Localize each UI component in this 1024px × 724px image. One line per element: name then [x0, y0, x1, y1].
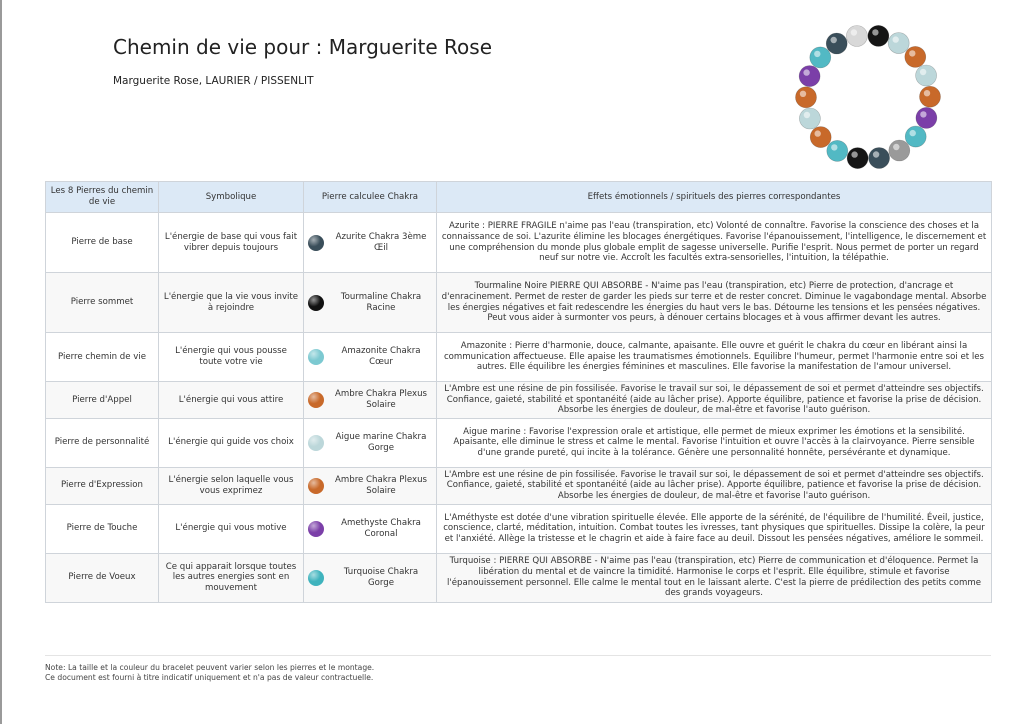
- stones-table: [45, 181, 992, 603]
- bead-highlight: [893, 144, 899, 150]
- header-effects: Effets émotionnels / spirituels des pierres correspondantes: [437, 182, 992, 213]
- stone-calc-cell: [304, 553, 437, 602]
- stone-calc: Tourmaline Chakra Racine: [340, 291, 422, 313]
- header-symbol: Symbolique: [159, 182, 304, 213]
- bead-highlight: [851, 151, 857, 157]
- azurite-icon: [308, 235, 324, 251]
- stone-calc-cell: [304, 504, 437, 553]
- stone-effects: Amazonite : Pierre d'harmonie, douce, calmante, apaisante. Elle ouvre et guérit le chakra du cœur en libérant ainsi la communication affectueuse. Elle apaise les traumatismes émotionnels. Equilibre l'humeur, permet l'harmonie entre soi et les autres. Elle équilibre les énergies féminines et masculines. Elle favorise la manifestation de l'amour universel.: [437, 333, 992, 382]
- stone-calc-cell: [304, 273, 437, 333]
- bead-highlight: [815, 130, 821, 136]
- bead-highlight: [920, 69, 926, 75]
- bead-highlight: [804, 112, 810, 118]
- table-row: [46, 333, 992, 382]
- stone-name: Pierre de base: [46, 213, 159, 273]
- bead-highlight: [910, 130, 916, 136]
- onyx-bead: [868, 25, 889, 46]
- stone-calc-cell: [304, 213, 437, 273]
- amber-icon: [308, 478, 324, 494]
- footer-note: [45, 663, 374, 683]
- table-row: [46, 382, 992, 419]
- footer-note-line-1: Note: La taille et la couleur du bracelet peuvent varier selon les pierres et le montage.: [45, 663, 375, 672]
- bead-highlight: [800, 91, 806, 97]
- howlite-bead: [846, 26, 867, 47]
- table-row: [46, 553, 992, 602]
- bead-highlight: [893, 36, 899, 42]
- page-subtitle: Marguerite Rose, LAURIER / PISSENLIT: [113, 75, 314, 87]
- page-title: Chemin de vie pour : Marguerite Rose: [113, 35, 493, 59]
- stone-effects: Aigue marine : Favorise l'expression orale et artistique, elle permet de mieux exprimer les émotions et la sensibilité. Apaisante, elle diminue le stress et calme le mental. Favorise l'intuition et ouvre l'accès à la clairvoyance. Pierre sensible d'une grande pureté, qui incite à la tolérance. Génère une personnalité honnête, persévérante et dynamique.: [437, 418, 992, 467]
- stone-name: Pierre d'Appel: [46, 382, 159, 419]
- stone-name: Pierre de Touche: [46, 504, 159, 553]
- stone-symbol: L'énergie de base qui vous fait vibrer depuis toujours: [159, 213, 304, 273]
- stone-effects: Tourmaline Noire PIERRE QUI ABSORBE - N'aime pas l'eau (transpiration, etc) Pierre de protection, d'ancrage et d'enracinement. Permet de rester de garder les pieds sur terre et de rester concret. Diminue le vagabondage mental. Absorbe les énergies négatives et fait redescendre les énergies du haut vers le bas. Détourne les tensions et les pensées négatives. Peut vous aider à surmonter vos peurs, à dénouer certains blocages et à vous affirmer devant les autres.: [437, 273, 992, 333]
- amethyst-bead: [916, 107, 937, 128]
- turquoise-icon: [308, 570, 324, 586]
- bead-highlight: [803, 69, 809, 75]
- amber-bead: [920, 86, 941, 107]
- stone-calc: Amethyste Chakra Coronal: [341, 517, 421, 539]
- stone-name: Pierre de Voeux: [46, 553, 159, 602]
- table-row: [46, 504, 992, 553]
- bead-highlight: [924, 90, 930, 96]
- stone-symbol: L'énergie qui vous pousse toute votre vie: [159, 333, 304, 382]
- stone-calc: Ambre Chakra Plexus Solaire: [334, 475, 427, 496]
- bead-highlight: [851, 29, 857, 35]
- stone-effects: Turquoise : PIERRE QUI ABSORBE - N'aime pas l'eau (transpiration, etc) Pierre de communication et d'éloquence. Permet la libération du mental et de vaincre la timidité. Harmonise le corps et l'esprit. Elle équilibre, stimule et favorise l'épanouissement personnel. Elle calme le mental tout en le laissant alerte. C'est la pierre de prédilection des petits comme des grands voyageurs.: [437, 553, 992, 602]
- bead-highlight: [831, 37, 837, 43]
- amber-icon: [308, 392, 324, 408]
- header-calc: Pierre calculee Chakra: [304, 182, 437, 213]
- onyx-bead: [847, 148, 868, 169]
- stone-calc-cell: [304, 382, 437, 419]
- table-row: [46, 418, 992, 467]
- stone-name: Pierre sommet: [46, 273, 159, 333]
- stone-name: Pierre de personnalité: [46, 418, 159, 467]
- table-row: [46, 213, 992, 273]
- stone-symbol: Ce qui apparait lorsque toutes les autres energies sont en mouvement: [159, 553, 304, 602]
- stone-effects: L'Améthyste est dotée d'une vibration spirituelle élevée. Elle apporte de la sérénité, de l'équilibre de l'humilité. Éveil, justice, conscience, clarté, méditation, intuition. Combat toutes les ivresses, tant physiques que spirituelles. Dissipe la colère, la peur et l'anxiété. Allège la tristesse et le chagrin et aide à faire face au deuil. Dissout les pensées négatives, améliore le sommeil.: [437, 504, 992, 553]
- turquoise-bead: [905, 126, 926, 147]
- bead-highlight: [831, 144, 837, 150]
- bead-highlight: [920, 111, 926, 117]
- stone-symbol: L'énergie qui vous attire: [159, 382, 304, 419]
- amber-bead: [905, 46, 926, 67]
- stone-symbol: L'énergie qui vous motive: [159, 504, 304, 553]
- stone-symbol: L'énergie qui guide vos choix: [159, 418, 304, 467]
- table-row: [46, 273, 992, 333]
- page-edge: [0, 0, 2, 724]
- stone-calc: Ambre Chakra Plexus Solaire: [334, 389, 427, 410]
- azurite-bead: [826, 33, 847, 54]
- stone-symbol: L'énergie que la vie vous invite à rejoindre: [159, 273, 304, 333]
- stone-name: Pierre d'Expression: [46, 467, 159, 504]
- stone-calc: Amazonite Chakra Cœur: [341, 346, 421, 367]
- stone-effects: L'Ambre est une résine de pin fossilisée. Favorise le travail sur soi, le dépassement de soi et permet d'atteindre ses objectifs. Confiance, gaieté, stabilité et spontanéité (aide au lâcher prise). Apporte équilibre, patience et favorise la prise de décision. Absorbe les énergies de douleur, de mal-être et favorise l'auto guérison.: [437, 382, 992, 419]
- amazonite-icon: [308, 349, 324, 365]
- azurite-bead: [869, 148, 890, 169]
- aquamarine-bead: [799, 108, 820, 129]
- turquoise-bead: [827, 140, 848, 161]
- stone-symbol: L'énergie selon laquelle vous vous exprimez: [159, 467, 304, 504]
- aquamarine-bead: [916, 65, 937, 86]
- amethyst-bead: [799, 66, 820, 87]
- table-header-row: [46, 182, 992, 213]
- bead-highlight: [872, 29, 878, 35]
- stone-calc: Turquoise Chakra Gorge: [343, 566, 419, 588]
- turquoise-bead: [810, 47, 831, 68]
- tourmaline-icon: [308, 295, 324, 311]
- stone-effects: Azurite : PIERRE FRAGILE n'aime pas l'eau (transpiration, etc) Volonté de connaître. Favorise la conscience des choses et la connaissance de soi. L'azurite élimine les blocages énergétiques. Favorise l'épanouissement, l'intelligence, le discernement et une compréhension du monde plus globale emplit de sagesse universelle. Purifie l'esprit. Nous permet de porter un regard neuf sur notre vie. Accroît les facultés extra-sensorielles, l'intuition, la télépathie.: [437, 213, 992, 273]
- header-stone: Les 8 Pierres du chemin de vie: [46, 182, 159, 213]
- bead-highlight: [814, 51, 820, 57]
- stone-calc: Azurite Chakra 3ème Œil: [335, 231, 427, 253]
- stone-calc-cell: [304, 418, 437, 467]
- stone-calc-cell: [304, 333, 437, 382]
- amber-bead: [796, 87, 817, 108]
- footer-note-line-2: Ce document est fourni à titre indicatif uniquement et n'a pas de valeur contractuelle.: [45, 673, 374, 682]
- tree-charm-bead: [889, 140, 910, 161]
- aquamarine-icon: [308, 435, 324, 451]
- amber-bead: [810, 127, 831, 148]
- bracelet-image: [793, 22, 943, 172]
- table-row: [46, 467, 992, 504]
- stone-calc-cell: [304, 467, 437, 504]
- bead-highlight: [909, 50, 915, 56]
- aquamarine-bead: [888, 33, 909, 54]
- stone-effects: L'Ambre est une résine de pin fossilisée. Favorise le travail sur soi, le dépassement de soi et permet d'atteindre ses objectifs. Confiance, gaieté, stabilité et spontanéité (aide au lâcher prise). Apporte équilibre, patience et favorise la prise de décision. Absorbe les énergies de douleur, de mal-être et favorise l'auto guérison.: [437, 467, 992, 504]
- bead-highlight: [873, 151, 879, 157]
- stone-calc: Aigue marine Chakra Gorge: [335, 432, 427, 453]
- stone-name: Pierre chemin de vie: [46, 333, 159, 382]
- amethyst-icon: [308, 521, 324, 537]
- footer-divider: [45, 655, 991, 656]
